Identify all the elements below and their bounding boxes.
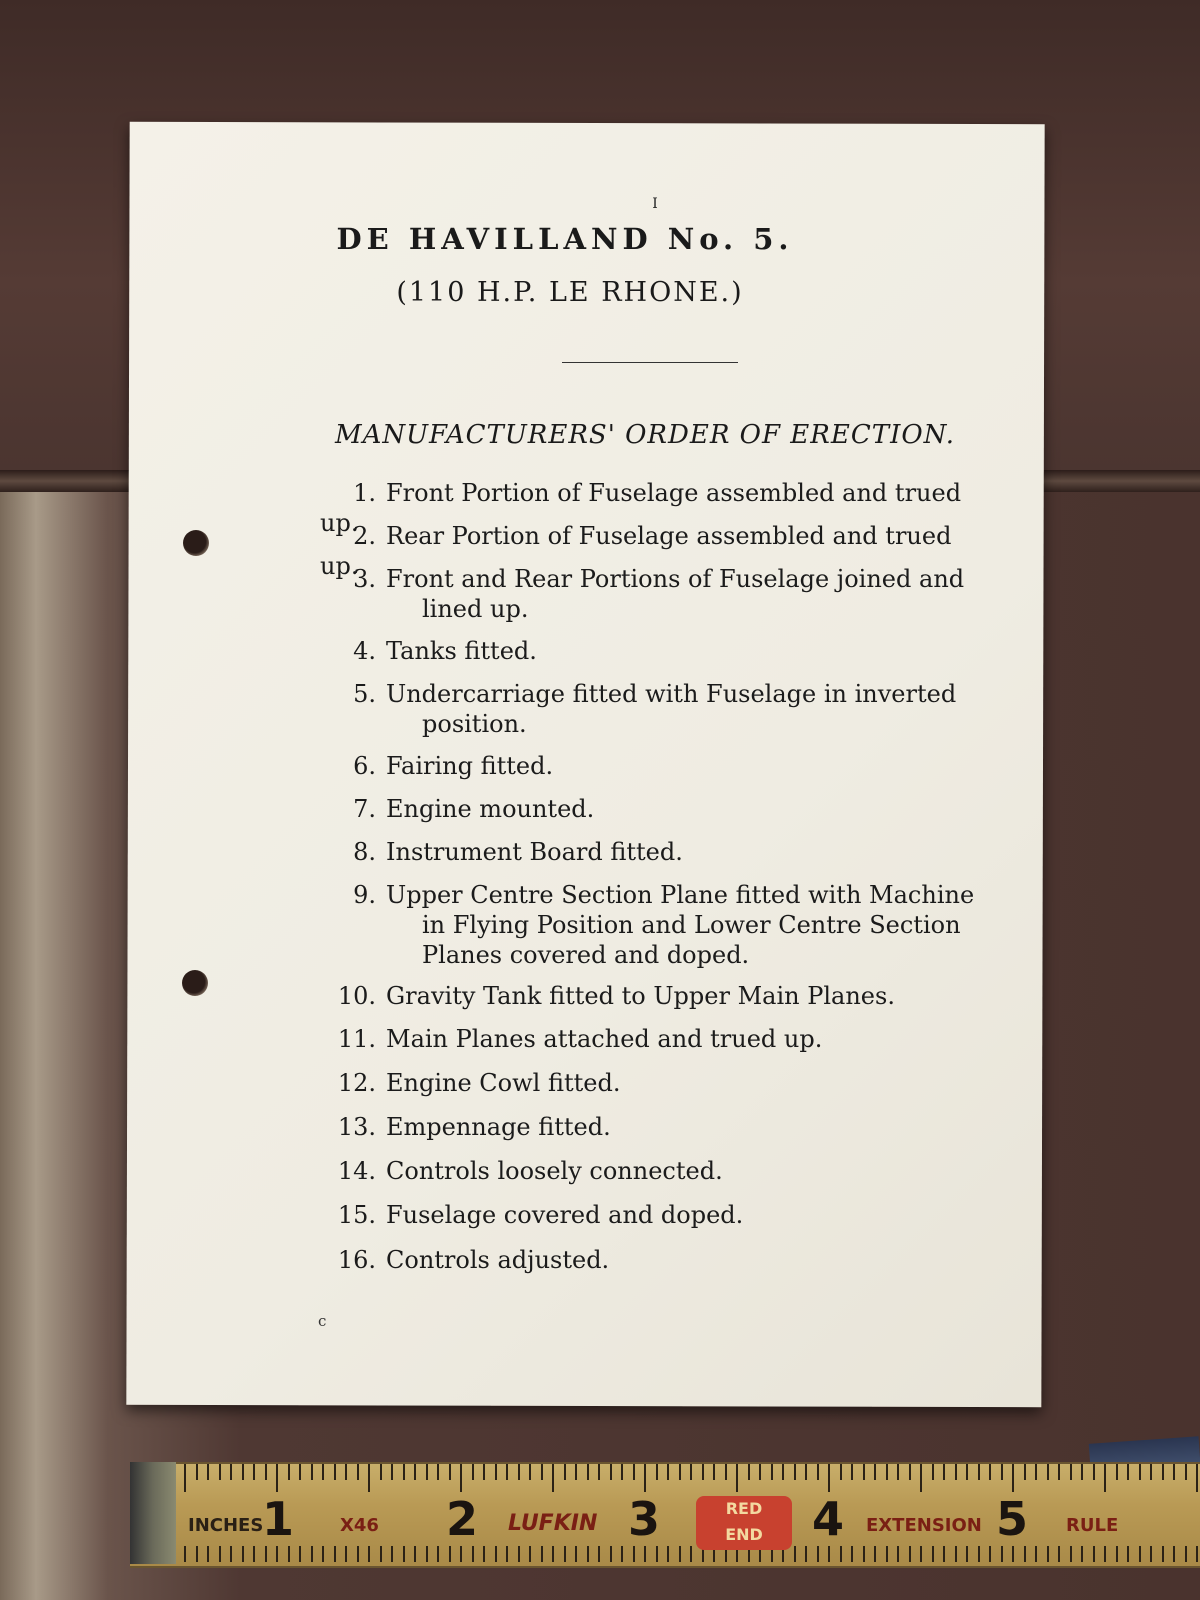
ruler-tick — [656, 1546, 658, 1562]
ruler-tick — [311, 1464, 313, 1480]
ruler-tick — [1127, 1546, 1129, 1562]
ruler-tick — [805, 1546, 807, 1562]
ruler-tick — [575, 1546, 577, 1562]
ruler-tick — [748, 1464, 750, 1480]
ruler-tick — [184, 1464, 186, 1492]
ruler-tick — [1012, 1464, 1014, 1492]
ruler-tick — [667, 1546, 669, 1562]
ruler-tick — [322, 1464, 324, 1480]
ruler-tick — [978, 1546, 980, 1562]
ruler-tick — [380, 1464, 382, 1480]
ruler-tick — [966, 1464, 968, 1480]
ruler-tick — [759, 1464, 761, 1480]
ruler-tick — [219, 1546, 221, 1562]
ruler-tick — [483, 1464, 485, 1480]
ruler-tick — [403, 1464, 405, 1480]
list-item: 16. Controls adjusted. — [337, 1246, 610, 1274]
ruler-tick — [840, 1546, 842, 1562]
ruler-tick — [1070, 1546, 1072, 1562]
ruler-tick — [196, 1464, 198, 1480]
list-item: 11. Main Planes attached and trued up. — [337, 1025, 823, 1053]
ruler-tick — [897, 1546, 899, 1562]
ruler-tick — [1012, 1546, 1014, 1562]
ruler-tick — [932, 1546, 934, 1562]
ruler-tick — [380, 1546, 382, 1562]
ruler-tick — [909, 1546, 911, 1562]
ruler-tick — [437, 1464, 439, 1480]
ruler-tick — [253, 1464, 255, 1480]
ruler-tick — [541, 1464, 543, 1480]
ruler-tick — [633, 1464, 635, 1480]
ruler-badge: RED END — [696, 1496, 792, 1550]
document-subtitle: (110 H.P. LE RHONE.) — [396, 277, 744, 308]
list-item: 2. Rear Portion of Fuselage assembled and trued up. — [320, 522, 952, 580]
list-item: 1. Front Portion of Fuselage assembled and trued up. — [320, 479, 962, 537]
list-item: 3. Front and Rear Portions of Fuselage joined and lined up. — [353, 565, 965, 623]
ruler-tick — [886, 1546, 888, 1562]
ruler-tick — [989, 1546, 991, 1562]
ruler-tick — [1139, 1464, 1141, 1480]
list-item: 10. Gravity Tank fitted to Upper Main Planes. — [337, 982, 895, 1010]
ruler-tick — [1035, 1546, 1037, 1562]
ruler-tick — [311, 1546, 313, 1562]
ruler-tick — [1196, 1546, 1198, 1562]
ruler-tick — [1150, 1464, 1152, 1480]
ruler-tick — [598, 1464, 600, 1480]
ruler-tick — [794, 1546, 796, 1562]
ruler-tick — [1070, 1464, 1072, 1480]
ruler-tick — [529, 1464, 531, 1480]
list-item: 8. Instrument Board fitted. — [353, 838, 683, 866]
ruler-tick — [702, 1464, 704, 1480]
ruler-tick — [874, 1546, 876, 1562]
ruler-tick — [518, 1464, 520, 1480]
ruler-tick — [644, 1464, 646, 1492]
list-item: 15. Fuselage covered and doped. — [337, 1201, 744, 1229]
ruler-tick — [955, 1546, 957, 1562]
ruler-tick — [403, 1546, 405, 1562]
ruler-label-extension: EXTENSION — [866, 1515, 982, 1536]
ruler-tick — [265, 1546, 267, 1562]
ruler-number-1: 1 — [262, 1492, 295, 1546]
ruler-tick — [978, 1464, 980, 1480]
ruler-tick — [1139, 1546, 1141, 1562]
ruler-tick — [1116, 1546, 1118, 1562]
ruler-tick — [495, 1546, 497, 1562]
ruler-tick — [1047, 1546, 1049, 1562]
ruler-tick — [564, 1464, 566, 1480]
ruler-tick — [357, 1464, 359, 1480]
ruler-tick — [368, 1464, 370, 1492]
ruler-tick — [391, 1546, 393, 1562]
ruler-label-rule: RULE — [1066, 1515, 1119, 1536]
ruler-tick — [518, 1546, 520, 1562]
footer-mark: c — [318, 1312, 327, 1330]
ruler-tick — [943, 1464, 945, 1480]
ruler-tick — [460, 1464, 462, 1492]
ruler-tick — [690, 1464, 692, 1480]
ruler-tick — [1081, 1546, 1083, 1562]
ruler-tick — [276, 1464, 278, 1492]
ruler-tick — [242, 1464, 244, 1480]
ruler-tick — [334, 1546, 336, 1562]
ruler-tick — [207, 1464, 209, 1480]
list-item: 7. Engine mounted. — [353, 795, 595, 823]
ruler-tick — [817, 1464, 819, 1480]
ruler-tick — [552, 1546, 554, 1562]
ruler-number-4: 4 — [812, 1492, 845, 1546]
ruler-tick — [736, 1464, 738, 1492]
ruler-tick — [449, 1546, 451, 1562]
ruler-tick — [472, 1464, 474, 1480]
ruler-tick — [840, 1464, 842, 1480]
ruler-tick — [1024, 1546, 1026, 1562]
ruler-tick — [679, 1546, 681, 1562]
ruler-tick — [1185, 1464, 1187, 1480]
ruler-tick — [1035, 1464, 1037, 1480]
ruler-tick — [1150, 1546, 1152, 1562]
ruler-tick — [932, 1464, 934, 1480]
ruler-tick — [460, 1546, 462, 1562]
list-item: 9. Upper Centre Section Plane fitted with Machine in Flying Position and Lower Centre Section Planes covered and doped. — [353, 881, 975, 969]
ruler-tick — [1162, 1546, 1164, 1562]
ruler-tick — [276, 1546, 278, 1562]
ruler-tick — [506, 1546, 508, 1562]
ruler-tick — [437, 1546, 439, 1562]
list-item: 5. Undercarriage fitted with Fuselage in inverted position. — [353, 680, 957, 738]
ruler-tick — [621, 1464, 623, 1480]
ruler-tick — [1081, 1464, 1083, 1480]
ruler-tick — [529, 1546, 531, 1562]
ruler-tick — [679, 1464, 681, 1480]
ruler-tick — [633, 1546, 635, 1562]
ruler-tick — [1173, 1464, 1175, 1480]
ruler-brand: LUFKIN — [508, 1511, 598, 1536]
ruler-tick — [564, 1546, 566, 1562]
ruler-number-3: 3 — [628, 1492, 661, 1546]
page-number: I — [652, 196, 658, 212]
ruler-tick — [690, 1546, 692, 1562]
ruler-tick — [828, 1464, 830, 1492]
ruler-tick — [1104, 1464, 1106, 1492]
ruler-tick — [989, 1464, 991, 1480]
ruler-tick — [610, 1464, 612, 1480]
ruler-tick — [966, 1546, 968, 1562]
document-title: DE HAVILLAND No. 5. — [336, 222, 794, 256]
ruler-tick — [598, 1546, 600, 1562]
ruler-tick — [1162, 1464, 1164, 1480]
ruler-tick — [288, 1546, 290, 1562]
ruler-tick — [587, 1546, 589, 1562]
ruler-tick — [886, 1464, 888, 1480]
ruler-tick — [713, 1464, 715, 1480]
ruler-number-2: 2 — [446, 1492, 479, 1546]
list-item: 13. Empennage fitted. — [337, 1113, 611, 1141]
list-item: 4. Tanks fitted. — [353, 637, 537, 665]
ruler-tick — [587, 1464, 589, 1480]
ruler-tick — [196, 1546, 198, 1562]
ruler-tick — [874, 1464, 876, 1480]
ruler-tick — [541, 1546, 543, 1562]
ruler-tick — [1058, 1464, 1060, 1480]
ruler-label-inches: INCHES — [188, 1515, 264, 1536]
ruler-tick — [863, 1546, 865, 1562]
ruler-tick — [897, 1464, 899, 1480]
ruler-tick — [288, 1464, 290, 1480]
ruler-tick — [725, 1464, 727, 1480]
ruler-tick — [1116, 1464, 1118, 1480]
ruler-tick — [265, 1464, 267, 1480]
ruler-tick — [955, 1464, 957, 1480]
ruler-tick — [1093, 1546, 1095, 1562]
ruler-tick — [552, 1464, 554, 1492]
ruler-tick — [368, 1546, 370, 1562]
ruler-tick — [656, 1464, 658, 1480]
ruler-tick — [414, 1546, 416, 1562]
ruler-tick — [621, 1546, 623, 1562]
ruler-tick — [943, 1546, 945, 1562]
list-item: 14. Controls loosely connected. — [337, 1157, 723, 1185]
ruler-tick — [242, 1546, 244, 1562]
ruler-tick — [1001, 1464, 1003, 1480]
ruler-tick — [817, 1546, 819, 1562]
ruler-tick — [1173, 1546, 1175, 1562]
ruler-tick — [1185, 1546, 1187, 1562]
ruler-tick — [426, 1546, 428, 1562]
ruler-tick — [334, 1464, 336, 1480]
ruler-tick — [851, 1546, 853, 1562]
ruler-tick — [1196, 1464, 1198, 1492]
list-item: 12. Engine Cowl fitted. — [337, 1069, 621, 1097]
ruler-tick — [575, 1464, 577, 1480]
ruler-tick — [506, 1464, 508, 1480]
ruler-tick — [805, 1464, 807, 1480]
ruler-tick — [322, 1546, 324, 1562]
ruler-tick — [920, 1464, 922, 1492]
ruler-tick — [1093, 1464, 1095, 1480]
ruler-tick — [414, 1464, 416, 1480]
ruler-tick — [1047, 1464, 1049, 1480]
ruler-tick — [345, 1546, 347, 1562]
ruler-tick — [794, 1464, 796, 1480]
ruler-tick — [771, 1464, 773, 1480]
ruler-tick — [1001, 1546, 1003, 1562]
ruler-tick — [920, 1546, 922, 1562]
ruler-tick — [472, 1546, 474, 1562]
ruler-tick — [851, 1464, 853, 1480]
ruler-tick — [1127, 1464, 1129, 1480]
ruler-tick — [449, 1464, 451, 1480]
ruler-tick — [667, 1464, 669, 1480]
section-heading: MANUFACTURERS' ORDER OF ERECTION. — [335, 420, 956, 450]
ruler-tick — [345, 1464, 347, 1480]
ruler-tick — [184, 1546, 186, 1562]
ruler-end-cap — [130, 1462, 176, 1564]
ruler-tick — [299, 1546, 301, 1562]
ruler-tick — [495, 1464, 497, 1480]
ruler-tick — [863, 1464, 865, 1480]
ruler-tick — [426, 1464, 428, 1480]
ruler-tick — [1058, 1546, 1060, 1562]
ruler-model: X46 — [340, 1515, 379, 1536]
ruler-tick — [828, 1546, 830, 1562]
ruler-tick — [230, 1464, 232, 1480]
ruler-tick — [357, 1546, 359, 1562]
ruler-tick — [219, 1464, 221, 1480]
ruler-tick — [391, 1464, 393, 1480]
ruler-tick — [909, 1464, 911, 1480]
ruler-tick — [610, 1546, 612, 1562]
ruler-tick — [483, 1546, 485, 1562]
ruler-tick — [782, 1464, 784, 1480]
ruler-tick — [1024, 1464, 1026, 1480]
ruler-tick — [299, 1464, 301, 1480]
ruler-tick — [1104, 1546, 1106, 1562]
ruler-tick — [253, 1546, 255, 1562]
list-item: 6. Fairing fitted. — [353, 752, 554, 780]
ruler-number-5: 5 — [996, 1492, 1029, 1546]
ruler-tick — [207, 1546, 209, 1562]
ruler-tick — [644, 1546, 646, 1562]
ruler-tick — [230, 1546, 232, 1562]
